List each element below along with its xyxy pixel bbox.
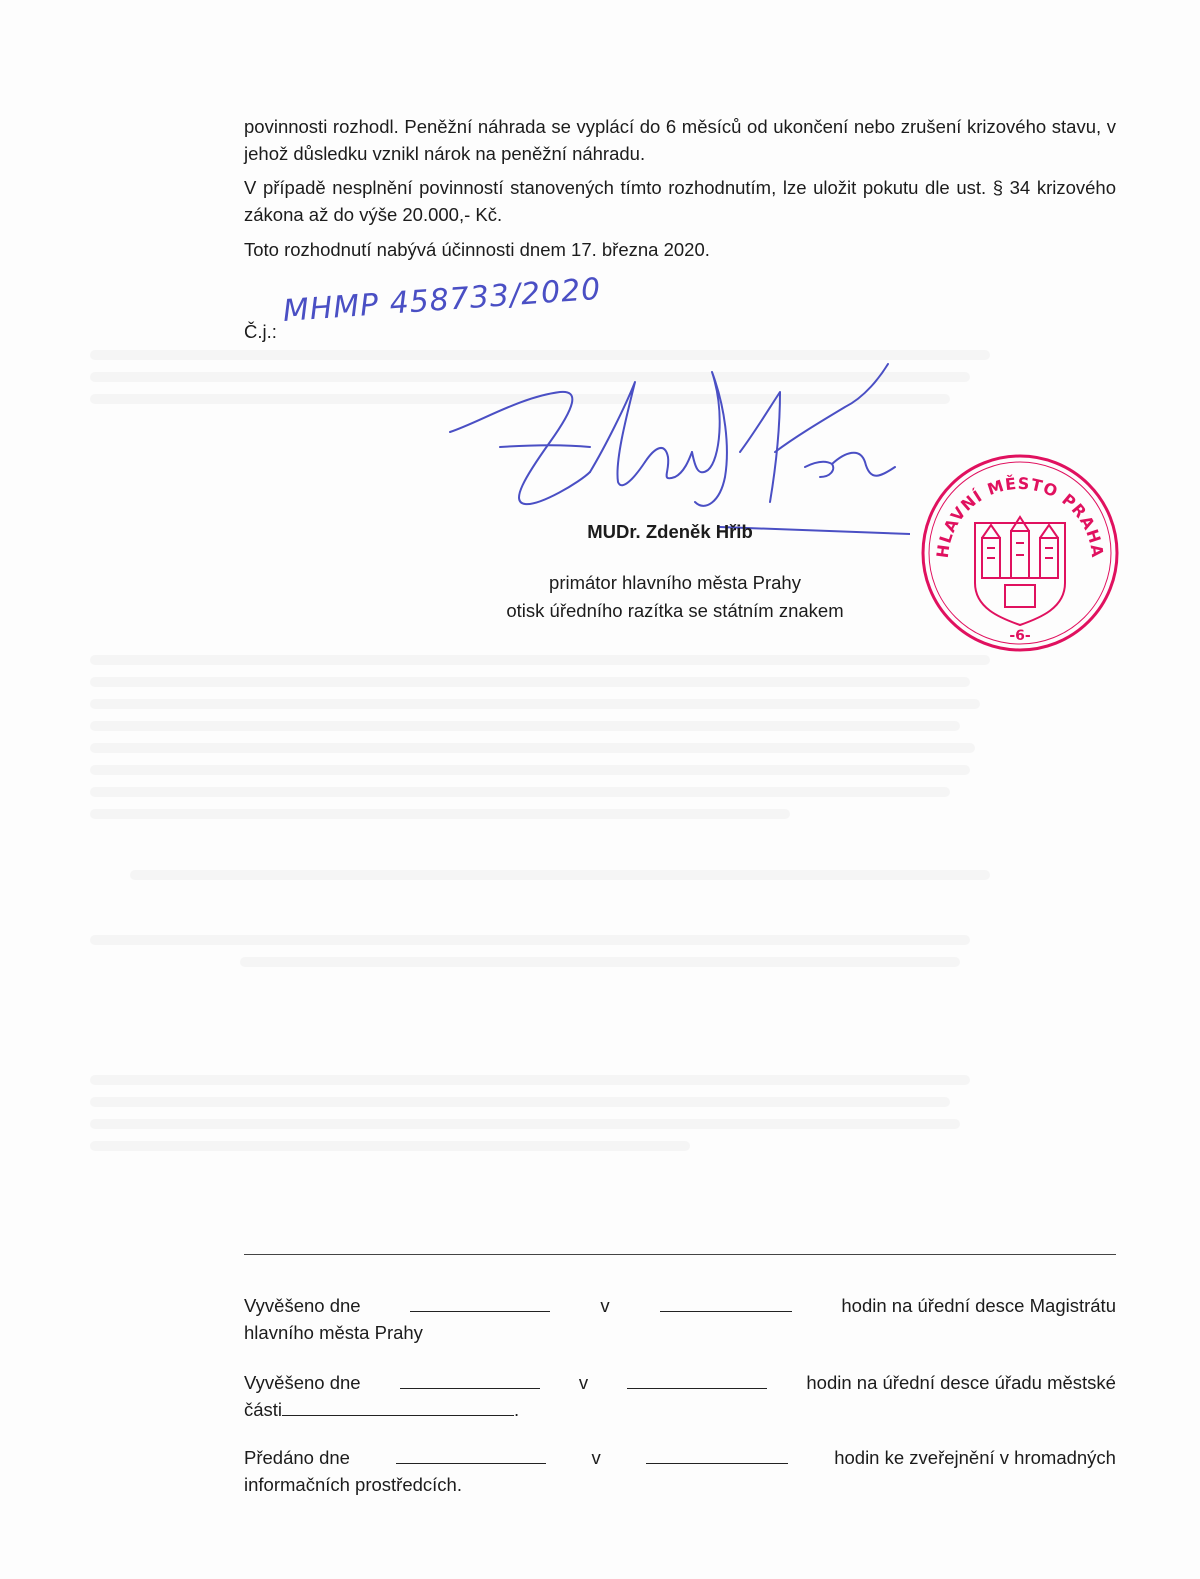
time-blank-field[interactable] [646,1445,788,1464]
body-paragraph-1: povinnosti rozhodl. Peněžní náhrada se vyplácí do 6 měsíců od ukončení nebo zrušení krizového stavu, v jehož důsledku vznikl nárok na peněžní náhradu. [244,116,1116,164]
posting-continuation: informačních prostředcích. [244,1474,462,1495]
posting-suffix: hodin ke zveřejnění v hromadných [834,1447,1116,1468]
separator-line [244,1254,1116,1255]
posting-continuation: části [244,1399,283,1420]
posting-notice-district [244,1369,1116,1423]
posting-suffix: hodin na úřední desce úřadu městské [806,1372,1116,1393]
stamp-number: -6- [1009,628,1031,644]
posting-connector: v [600,1295,610,1316]
date-blank-field[interactable] [396,1445,546,1464]
signatory-role-line-2: otisk úředního razítka se státním znakem [506,600,844,621]
handwritten-signature [440,352,910,542]
official-stamp [920,443,1120,653]
signatory-name: MUDr. Zdeněk Hřib [587,521,753,542]
signatory-role-line-1: primátor hlavního města Prahy [549,572,801,593]
body-paragraph-3: Toto rozhodnutí nabývá účinnosti dnem 17. března 2020. [244,239,710,260]
signatory-role [440,569,910,625]
time-blank-field[interactable] [627,1370,767,1389]
posting-suffix: hodin na úřední desce Magistrátu [841,1295,1116,1316]
posting-label: Vyvěšeno dne [244,1295,361,1316]
date-blank-field[interactable] [400,1370,540,1389]
posting-connector: v [578,1372,589,1393]
body-paragraph-2: V případě nesplnění povinností stanovených tímto rozhodnutím, lze uložit pokutu dle ust. § 34 krizového zákona až do výše 20.000,- Kč. [244,177,1116,225]
posting-notice-magistrate [244,1292,1116,1346]
handwritten-reference-number: MHMP 458733/2020 [281,271,603,329]
stamp-text: HLAVNÍ MĚSTO PRAHA [932,473,1108,560]
district-blank-field[interactable] [282,1397,514,1416]
posting-continuation: hlavního města Prahy [244,1322,423,1343]
prague-coat-of-arms-icon [975,517,1065,625]
handover-notice-media [244,1444,1116,1498]
posting-connector: v [591,1447,601,1468]
posting-end: . [514,1399,520,1420]
reference-label: Č.j.: [244,321,277,342]
date-blank-field[interactable] [410,1293,550,1312]
posting-label: Předáno dne [244,1447,350,1468]
posting-label: Vyvěšeno dne [244,1372,361,1393]
time-blank-field[interactable] [660,1293,792,1312]
